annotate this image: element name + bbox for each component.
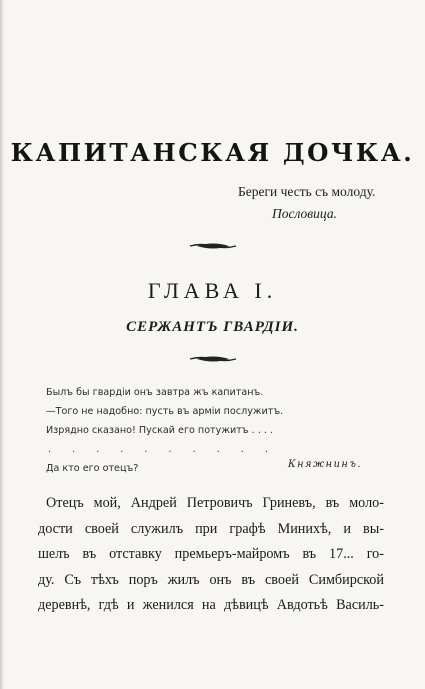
page-binding-edge bbox=[0, 0, 4, 689]
body-line: шелъ въ отставку премьеръ-майромъ въ 17... го- bbox=[38, 546, 384, 562]
body-line: Отецъ мой, Андрей Петровичъ Гриневъ, въ моло- bbox=[46, 495, 384, 511]
verse-line: Изрядно сказано! Пускай его потужитъ . . . . bbox=[46, 425, 273, 436]
book-title: КАПИТАНСКАЯ ДОЧКА. bbox=[10, 138, 415, 167]
body-line: деревнѣ, гдѣ и женился на дѣвицѣ Авдотьѣ Василь- bbox=[38, 597, 384, 613]
body-paragraph bbox=[38, 491, 384, 619]
ornament-icon bbox=[189, 354, 237, 364]
chapter-name: СЕРЖАНТЪ ГВАРДІИ. bbox=[126, 319, 299, 335]
verse-author: Княжнинъ. bbox=[288, 459, 363, 470]
verse-line: Да кто его отецъ? bbox=[46, 463, 139, 474]
verse-line: . . . . . . . . . . bbox=[48, 444, 277, 455]
ornament-divider-top bbox=[0, 236, 425, 255]
epigraph bbox=[238, 184, 418, 222]
verse-line: Былъ бы гвардіи онъ завтра жъ капитанъ. bbox=[46, 387, 264, 398]
epigraph-source: Пословица. bbox=[272, 206, 337, 221]
ornament-divider-bottom bbox=[0, 349, 425, 368]
chapter-number: ГЛАВА I. bbox=[147, 278, 278, 303]
body-line: дости своей служилъ при графѣ Минихѣ, и вы- bbox=[38, 520, 384, 537]
verse-line: —Того не надобно: пусть въ арміи послужитъ. bbox=[46, 406, 284, 417]
ornament-icon bbox=[189, 241, 237, 251]
epigraph-text: Береги честь съ молоду. bbox=[238, 184, 376, 199]
body-line: ду. Съ тѣхъ поръ жилъ онъ въ своей Симбирской bbox=[38, 571, 384, 588]
